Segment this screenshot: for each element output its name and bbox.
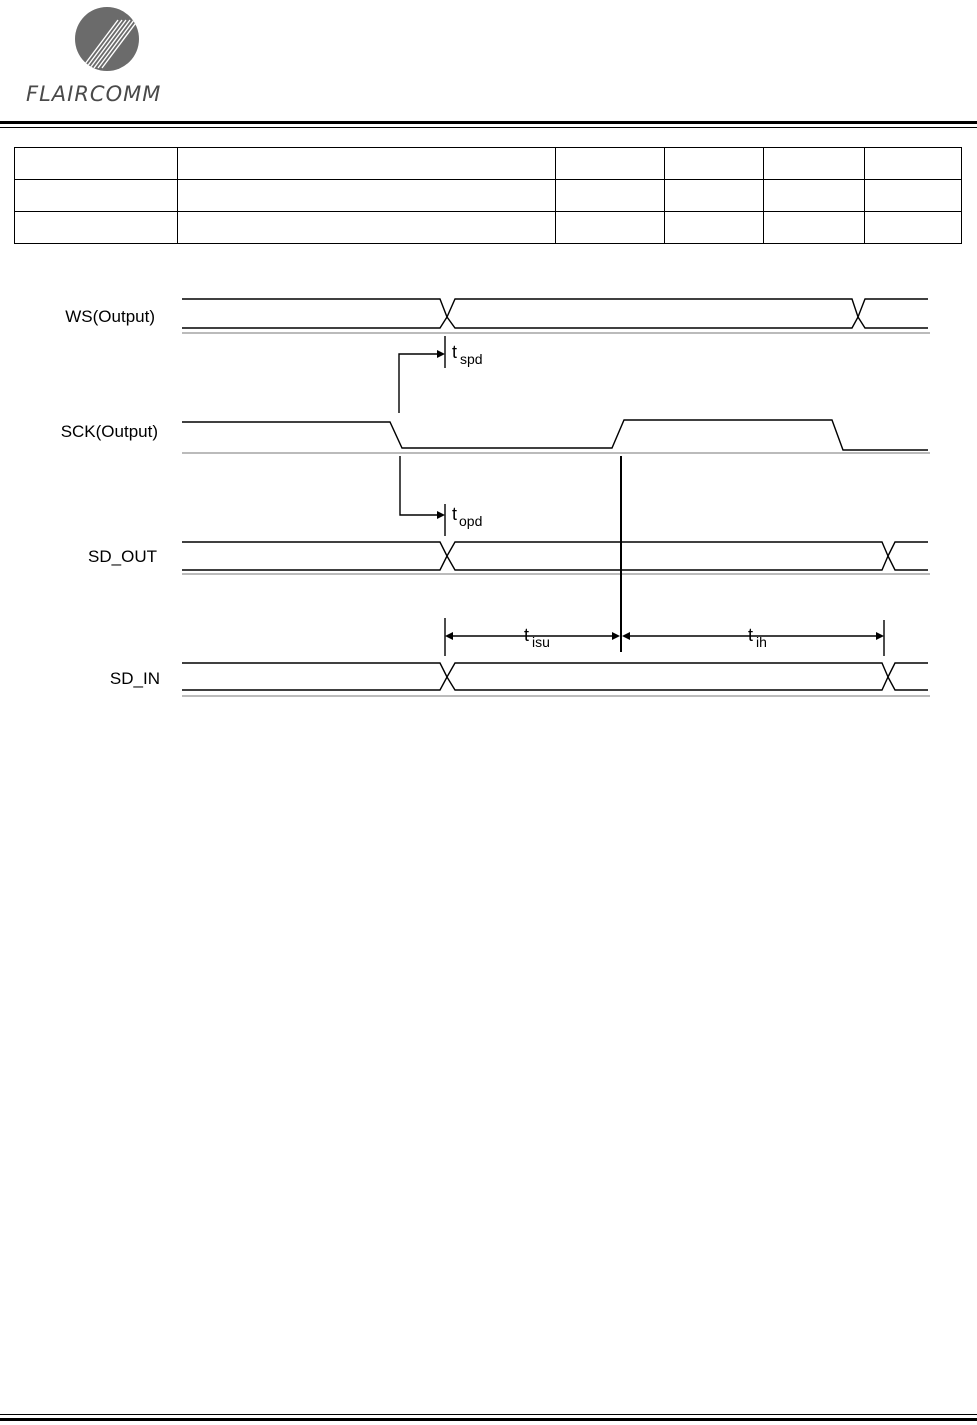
brand-name: FLAIRCOMM [26, 82, 162, 106]
flaircomm-logo-icon [74, 6, 140, 72]
header-rule-thin [0, 127, 977, 128]
table-cell [665, 212, 764, 244]
footer-rule-thick [0, 1418, 977, 1421]
header-rule-thick [0, 121, 977, 124]
table-row [15, 148, 962, 180]
table-cell [764, 212, 865, 244]
signal-label-sd-in: SD_IN [109, 669, 160, 688]
tspd-label: t spd [452, 342, 483, 367]
table-cell [178, 180, 556, 212]
sd-in-waveform [182, 663, 930, 696]
signal-label-ws: WS(Output) [65, 307, 155, 326]
table-cell [764, 148, 865, 180]
tspd-bracket [399, 336, 445, 413]
table-cell [15, 180, 178, 212]
timing-diagram [0, 260, 977, 720]
footer-rule-thin [0, 1414, 977, 1415]
spec-table [14, 147, 962, 244]
topd-bracket [400, 456, 445, 536]
sd-out-waveform [182, 542, 930, 574]
table-cell [178, 212, 556, 244]
table-cell [556, 180, 665, 212]
topd-label: t opd [452, 504, 483, 529]
table-cell [665, 180, 764, 212]
company-logo [22, 6, 192, 106]
signal-label-sd-out: SD_OUT [88, 547, 157, 566]
table-cell [15, 212, 178, 244]
tih-label: t ih [748, 625, 767, 650]
table-cell [764, 180, 865, 212]
setup-hold-brackets [445, 456, 884, 656]
table-cell [556, 212, 665, 244]
sck-waveform [182, 420, 930, 453]
signal-label-sck: SCK(Output) [60, 422, 158, 441]
table-cell [556, 148, 665, 180]
arrowheads [437, 350, 884, 640]
table-row [15, 180, 962, 212]
ws-waveform [182, 299, 930, 333]
table-cell [865, 148, 962, 180]
table-cell [178, 148, 556, 180]
table-row [15, 212, 962, 244]
table-cell [665, 148, 764, 180]
table-cell [15, 148, 178, 180]
tisu-label: t isu [524, 625, 550, 650]
table-cell [865, 212, 962, 244]
table-cell [865, 180, 962, 212]
